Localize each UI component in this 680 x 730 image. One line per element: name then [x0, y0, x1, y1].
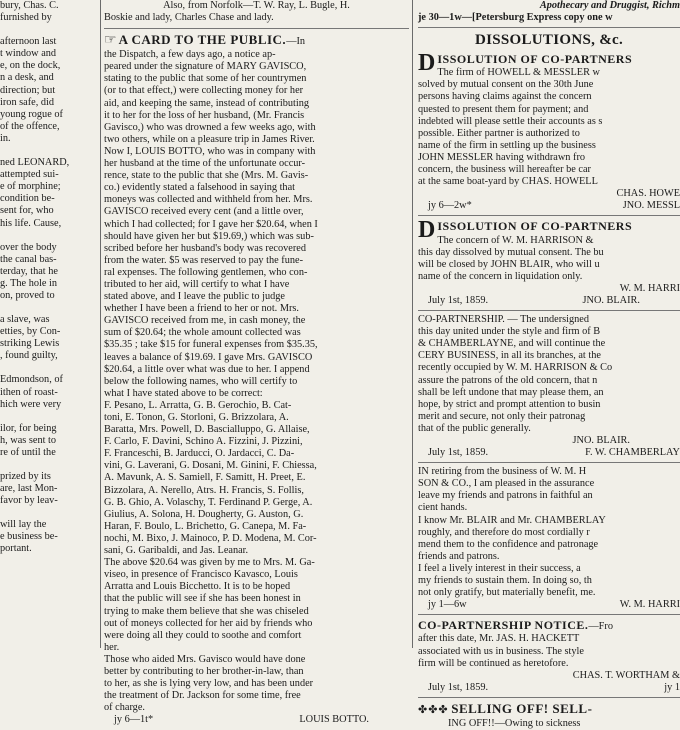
text-line: not only gratify, but materially benefit, me. — [418, 587, 596, 599]
text-line: which I had collected; for I gave her $20.64, when I — [104, 218, 318, 230]
text-line: stated above, and I leave the public to judge — [104, 291, 285, 303]
text-line: Arratta and Louis Bicchetto. It is to be hoped — [104, 581, 291, 593]
text-line: leave my friends and patrons in faithful an — [418, 490, 593, 502]
text-line: whether I have been a friend to her or not. Mrs. — [104, 303, 299, 315]
text-line: condition be- — [0, 193, 55, 205]
notice-harrison — [418, 219, 680, 307]
text-line: tributed to her aid, will certify to what I have — [104, 278, 290, 290]
separator — [418, 697, 680, 698]
text-line: out of moneys collected for her aid by friends who — [104, 617, 313, 629]
text-line: it to her for the loss of her husband, (Mr. Francis — [104, 109, 305, 121]
text-line: firm will be continued as heretofore. — [418, 657, 569, 669]
text-line: assure the patrons of the old concern, that n — [418, 374, 598, 386]
card-heading-tail: —In — [286, 36, 306, 48]
text-line: (or to that effect,) were collecting money for her — [104, 85, 304, 97]
text-line: associated with us in business. The style — [418, 645, 584, 657]
text-line: quested to present them for payment; and — [418, 103, 589, 115]
notice-heading: DISSOLUTION OF CO-PARTNERS — [418, 50, 633, 77]
separator — [418, 310, 680, 311]
text-line: iron safe, did — [0, 96, 55, 108]
text-line: JOHN MESSLER having withdrawn fro — [418, 151, 586, 163]
pointing-hand-icon: ☞ — [104, 33, 117, 49]
text-line: t window and — [0, 48, 57, 60]
text-line: h, was sent to — [0, 434, 57, 446]
text-line: in. — [0, 132, 11, 144]
text-line: will lay the — [0, 519, 47, 531]
notice-signer: JNO. BLAIR. — [572, 435, 630, 446]
text-line: bury, Chas. C. — [0, 0, 59, 11]
text-line: A. Mavunk, A. S. Samiell, F. Samitt, H. Preet, E. — [104, 472, 306, 484]
column-rule-left — [100, 0, 101, 648]
text-line: Edmondson, of — [0, 374, 63, 386]
notice-body — [418, 466, 680, 599]
text-line: mend them to the confidence and patronage — [418, 538, 599, 550]
notice-body — [418, 235, 680, 283]
card-body — [104, 49, 409, 714]
paragraph-gap — [0, 230, 98, 242]
notice-heading: CO-PARTNERSHIP NOTICE.—Fro — [418, 618, 613, 633]
notice-date-tag: jy 6—2w* JNO. MESSL — [428, 200, 680, 212]
text-line: a slave, was — [0, 314, 50, 326]
text-line: aid, and keeping the same, instead of contributing — [104, 97, 310, 109]
text-line: sent for, who — [0, 205, 54, 217]
text-line: Haran, F. Boulo, L. Brichetto, G. Canepa, M. Fa- — [104, 520, 307, 532]
text-line: ned LEONARD, — [0, 157, 70, 169]
text-line: name of the firm in settling up the business — [418, 139, 596, 151]
notice-retiring — [418, 466, 680, 611]
text-line: better by contributing to her brother-in-law, than — [104, 665, 304, 677]
text-line: are, last Mon- — [0, 483, 58, 495]
paragraph-gap — [0, 302, 98, 314]
text-line: toni, E. Tonon, G. Storloni, G. Brizzolara, A. — [104, 412, 289, 423]
text-line: e of morphine; — [0, 181, 61, 193]
text-line: cient hands. — [418, 502, 468, 514]
text-line: & CHAMBERLAYNE, and will continue the — [418, 338, 606, 350]
notice-howell-messler — [418, 52, 680, 212]
paragraph-gap — [0, 507, 98, 519]
text-line: Those who aided Mrs. Gavisco would have done — [104, 653, 306, 665]
text-line: , found guilty, — [0, 350, 58, 362]
text-line: ilor, for being — [0, 422, 57, 434]
text-line: the canal bas- — [0, 253, 57, 265]
notice-heading: DISSOLUTION OF CO-PARTNERS — [418, 217, 633, 244]
text-line: portant. — [0, 543, 32, 555]
text-line: sani, G. Garibaldi, and Jas. Leanar. — [104, 545, 249, 557]
card-heading — [104, 32, 409, 49]
notice-body — [418, 314, 680, 435]
text-line: from the water. $5 was reserved to pay the fune- — [104, 254, 303, 266]
text-line: should have given her but $19.69,) which was sub- — [104, 230, 314, 242]
text-line: scribed before her husband's body was recovered — [104, 242, 306, 254]
card-date-tag: jy 6—1t* — [114, 714, 154, 726]
text-line: I know Mr. BLAIR and Mr. CHAMBERLAY — [418, 514, 606, 526]
text-line: ithen of roast- — [0, 386, 58, 398]
text-line: Gavisco,) who was drowned a few weeks ago, with — [104, 121, 316, 133]
arrivals-line-2: Boskie and lady, Charles Chase and lady. — [104, 12, 274, 24]
text-line: that the public will see if she has been honest in — [104, 593, 301, 605]
notice-signer: W. M. HARRI — [619, 282, 680, 294]
text-line: this day dissolved by mutual consent. The bu — [418, 246, 604, 258]
text-line: furnished by — [0, 12, 52, 24]
express-line: je 30—1w—[Petersburg Express copy one w — [418, 12, 613, 24]
text-line: co.) evidently stated a falsehood in saying that — [104, 182, 296, 194]
text-line: F. Carlo, F. Davini, Schino A. Fizzini, J. Pizzini, — [104, 436, 303, 448]
notice-hackett — [418, 618, 680, 694]
text-line: of the offence, — [0, 120, 60, 132]
text-line: striking Lewis — [0, 338, 60, 350]
notice-date: July 1st, 1859. JNO. BLAIR. — [428, 294, 640, 306]
text-line: I feel a lively interest in their success, a — [418, 562, 581, 574]
text-line: $35.35 ; take $15 for funeral expenses from $35.35, — [104, 339, 318, 351]
text-line: Giulius, A. Solona, H. Dougherty, G. Auston, G. — [104, 508, 304, 520]
section-title: DISSOLUTIONS, &c. — [474, 32, 624, 49]
text-line: shall be left undone that may please them, an — [418, 386, 604, 398]
text-line: the Dispatch, a few days ago, a notice ap- — [104, 49, 276, 61]
text-line: young rogue of — [0, 108, 63, 120]
separator — [418, 614, 680, 615]
druggist-line: Apothecary and Druggist, Richm — [539, 0, 680, 11]
text-line: this day united under the style and firm of B — [418, 326, 601, 338]
notice-date-tag: jy 1—6w W. M. HARRI — [428, 599, 680, 611]
text-line: IN retiring from the business of W. M. H — [418, 466, 587, 478]
text-line: CO-PARTNERSHIP. — The undersigned — [418, 314, 590, 326]
text-line: favor by leav- — [0, 495, 58, 507]
notice-date: July 1st, 1859. jy 1 — [428, 681, 680, 693]
text-line: that of the public generally. — [418, 422, 531, 434]
text-line: e, on the dock, — [0, 60, 61, 72]
text-line: moneys was collected and withheld from her. Mrs. — [104, 194, 313, 206]
arrivals-line-1: Also, from Norfolk—T. W. Ray, L. Bugle, H. — [163, 0, 350, 11]
card-heading-text: A CARD TO THE PUBLIC. — [118, 32, 287, 48]
text-line: GAVISCO received every cent (and a little over, — [104, 206, 304, 218]
text-line: SON & CO., I am pleased in the assurance — [418, 478, 595, 490]
text-line: two others, while on a pleasure trip in James River. — [104, 133, 315, 145]
text-line: merit and secure, not only their patronag — [418, 410, 586, 422]
text-line: F. Franceschi, B. Jarducci, O. Jardacci, C. Da- — [104, 448, 295, 460]
text-line: recently occupied by W. M. HARRISON & Co — [418, 362, 613, 374]
text-line: of charge. — [104, 702, 145, 714]
text-line: The firm of HOWELL & MESSLER w — [437, 67, 600, 79]
separator — [418, 462, 680, 463]
text-line: concern, the business will hereafter be car — [418, 164, 591, 176]
separator — [418, 215, 680, 216]
text-line: peared under the signature of MARY GAVISCO, — [104, 61, 307, 73]
text-line: name of the concern in liquidation only. — [418, 270, 583, 282]
text-line: viseo, in presence of Francisco Kavasco, Louis — [104, 569, 298, 581]
text-line: ral expenses. The following gentlemen, who con- — [104, 266, 308, 278]
paragraph-gap — [0, 362, 98, 374]
paragraph-gap — [0, 459, 98, 471]
text-line: rence, state to the public that she (Mrs. M. Gavis- — [104, 170, 309, 182]
notice-selling-off — [418, 701, 680, 730]
text-line: possible. Either partner is authorized to — [418, 127, 580, 139]
text-line: his life. Cause, — [0, 217, 62, 229]
text-line: The concern of W. M. HARRISON & — [437, 234, 594, 246]
text-line: at the same boat-yard by CHAS. HOWELL — [418, 176, 598, 188]
text-line: hope, by strict and prompt attention to busin — [418, 398, 601, 410]
text-line: re of until the — [0, 446, 56, 458]
notice-body — [418, 67, 680, 188]
text-line: will be closed by JOHN BLAIR, who will u — [418, 258, 600, 270]
text-line: hich were very — [0, 398, 62, 410]
dropcap-d: D — [418, 217, 436, 244]
notice-line: ING OFF!!—Owing to sickness — [448, 717, 581, 729]
column-middle — [104, 0, 409, 726]
text-line: afternoon last — [0, 36, 57, 48]
text-line: below the following names, who will certify to — [104, 375, 298, 387]
text-line: prized by its — [0, 471, 51, 482]
text-line: n a desk, and — [0, 72, 54, 84]
text-line: F. Pesano, L. Arratta, G. B. Gerochio, B. Cat- — [104, 399, 292, 411]
text-line: on, proved to — [0, 289, 55, 301]
text-line: G. B. Ghio, A. Volaschy, T. Ferdinand P. Gerge, A. — [104, 496, 313, 508]
column-rule-right — [412, 0, 413, 648]
text-line: her. — [104, 641, 120, 653]
text-line: leaves a balance of $19.69. I gave Mrs. GAVISCO — [104, 351, 313, 363]
text-line: solved by mutual consent on the 30th June — [418, 79, 594, 91]
paragraph-gap — [0, 145, 98, 157]
text-line: what I have stated above to be correct: — [104, 387, 263, 399]
text-line: her husband at the time of the unfortunate occur- — [104, 158, 306, 170]
text-line: attempted sui- — [0, 169, 59, 181]
column-right — [418, 0, 680, 729]
text-line: after this date, Mr. JAS. H. HACKETT — [418, 633, 580, 645]
text-line: Now I, LOUIS BOTTO, who was in company with — [104, 145, 316, 157]
text-line: trying to make them believe that she was chiseled — [104, 605, 309, 617]
text-line: GAVISCO received from me, in cash money, the — [104, 315, 306, 327]
text-line: $20.64, a little over what was due to her. I append — [104, 363, 310, 375]
text-line: were doing all they could to soothe and comfort — [104, 629, 302, 641]
notice-signer: CHAS. HOWE — [616, 188, 680, 200]
text-line: e business be- — [0, 531, 58, 543]
text-line: the treatment of Dr. Jackson for some time, free — [104, 690, 301, 702]
text-line: terday, that he — [0, 265, 58, 277]
paragraph-gap — [0, 24, 98, 36]
text-line: friends and patrons. — [418, 550, 500, 562]
text-line: CERY BUSINESS, in all its branches, at the — [418, 350, 601, 362]
text-line: over the body — [0, 241, 57, 253]
text-line: to her, as she is lying very low, and has been under — [104, 678, 314, 690]
text-line: persons having claims against the concern — [418, 91, 592, 103]
dropcap-d: D — [418, 50, 436, 77]
text-line: indebted will please settle their accounts as s — [418, 115, 603, 127]
column-left — [0, 0, 98, 648]
notice-copartnership — [418, 314, 680, 459]
text-line: Bizzolara, A. Nerello, Atrs. H. Francis, S. Follis, — [104, 484, 304, 496]
text-line: The above $20.64 was given by me to Mrs. M. Ga- — [104, 557, 315, 569]
text-line: stating to the public that some of her countrymen — [104, 73, 307, 85]
notice-date: July 1st, 1859. F. W. CHAMBERLAY — [428, 447, 680, 459]
text-line: nochi, M. Bixo, J. Mainoco, P. D. Modena, M. Cor- — [104, 532, 317, 544]
text-line: etties, by Con- — [0, 326, 61, 338]
text-line: my friends to sustain them. In doing so, th — [418, 575, 592, 587]
text-line: direction; but — [0, 84, 56, 96]
card-signature: LOUIS BOTTO. — [299, 714, 369, 726]
separator — [418, 27, 680, 28]
text-line: Baratta, Mrs. Powell, D. Bascialluppo, G. Allaise, — [104, 424, 310, 436]
paragraph-gap — [0, 411, 98, 423]
text-line: roughly, and therefore do most cordially r — [418, 526, 590, 538]
text-line: g. The hole in — [0, 277, 58, 289]
separator — [104, 28, 409, 29]
notice-heading: ✤✤✤ SELLING OFF! SELL- — [418, 700, 593, 716]
notice-body — [418, 633, 680, 669]
text-line: sum of $20.64; the whole amount collected was — [104, 327, 301, 339]
notice-signer: CHAS. T. WORTHAM & — [572, 669, 680, 681]
text-line: vini, G. Laverani, G. Dosani, M. Ginini, F. Chiessa, — [104, 460, 317, 472]
